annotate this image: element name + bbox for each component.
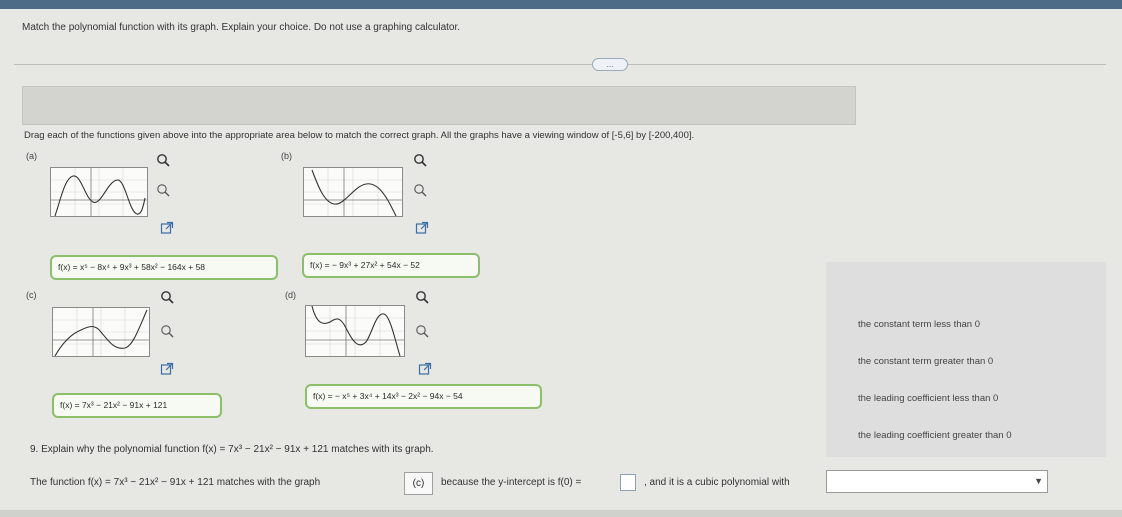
- graph-label-c: (c): [26, 290, 37, 300]
- instruction-text: Match the polynomial function with its graph. Explain your choice. Do not use a graphing calculator.: [22, 22, 461, 33]
- graph-b[interactable]: [303, 167, 403, 217]
- answer-part3: , and it is a cubic polynomial with: [644, 477, 790, 488]
- graph-choice-box[interactable]: (c): [404, 472, 433, 495]
- answer-area[interactable]: [22, 86, 856, 125]
- zoom-out-icon[interactable]: [156, 183, 170, 197]
- zoom-out-icon[interactable]: [160, 324, 174, 338]
- zoom-out-icon[interactable]: [413, 183, 427, 197]
- option-constant-greater[interactable]: the constant term greater than 0: [858, 356, 994, 367]
- graph-label-a: (a): [26, 151, 37, 161]
- function-b-box[interactable]: f(x) = − 9x³ + 27x² + 54x − 52: [302, 253, 480, 278]
- graph-label-d: (d): [285, 290, 296, 300]
- divider: [14, 64, 1106, 65]
- zoom-in-icon[interactable]: [160, 290, 174, 304]
- drag-instruction: Drag each of the functions given above into the appropriate area below to match the correct graph. All the graphs have a viewing window of [-5,6] by [-200,400].: [24, 130, 695, 141]
- graph-a[interactable]: [50, 167, 148, 217]
- coefficient-dropdown[interactable]: [826, 470, 1048, 493]
- function-d-box[interactable]: f(x) = − x⁵ + 3x⁴ + 14x³ − 2x² − 94x − 54: [305, 384, 542, 409]
- answer-part2: because the y-intercept is f(0) =: [441, 477, 582, 488]
- option-leading-greater[interactable]: the leading coefficient greater than 0: [858, 430, 1012, 441]
- open-external-icon[interactable]: [418, 362, 432, 376]
- zoom-out-icon[interactable]: [415, 324, 429, 338]
- option-leading-less[interactable]: the leading coefficient less than 0: [858, 393, 999, 404]
- zoom-in-icon[interactable]: [415, 290, 429, 304]
- open-external-icon[interactable]: [160, 221, 174, 235]
- graph-d[interactable]: [305, 305, 405, 357]
- function-a-box[interactable]: f(x) = x⁵ − 8x⁴ + 9x³ + 58x² − 164x + 58: [50, 255, 278, 280]
- open-external-icon[interactable]: [415, 221, 429, 235]
- y-intercept-input[interactable]: [620, 474, 636, 491]
- answer-part1: The function f(x) = 7x³ − 21x² − 91x + 121 matches with the graph: [30, 477, 321, 488]
- option-constant-less[interactable]: the constant term less than 0: [858, 319, 980, 330]
- options-panel: [826, 262, 1106, 457]
- zoom-in-icon[interactable]: [156, 153, 170, 167]
- zoom-in-icon[interactable]: [413, 153, 427, 167]
- open-external-icon[interactable]: [160, 362, 174, 376]
- graph-c[interactable]: [52, 307, 150, 357]
- question-text: 9. Explain why the polynomial function f(x) = 7x³ − 21x² − 91x + 121 matches with its graph.: [30, 444, 434, 455]
- function-c-box[interactable]: f(x) = 7x³ − 21x² − 91x + 121: [52, 393, 222, 418]
- expand-button[interactable]: ...: [592, 58, 628, 71]
- bottom-bar: [0, 510, 1122, 517]
- graph-label-b: (b): [281, 151, 292, 161]
- top-bar: [0, 0, 1122, 9]
- dropdown-arrow-icon: ▼: [1034, 476, 1043, 486]
